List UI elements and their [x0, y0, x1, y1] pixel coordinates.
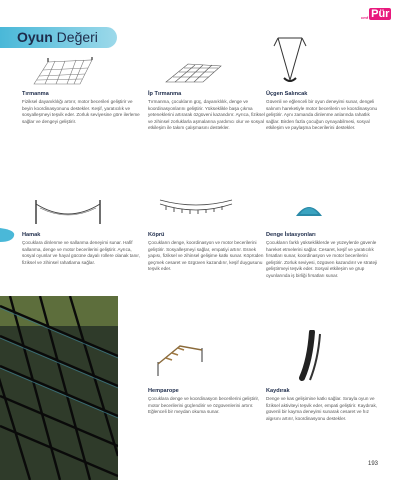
card-text: Denge ve kas gelişimine katkı sağlar. Sırayla oyun ve fiziksel aktiviteyi teşvik eder, empati geliştirir. Kaydırak, güvenli bir kayma deneyimi sunarak cesaret ve hız algısını artırır, koordinasyonu destekler.	[266, 396, 378, 421]
logo-big-text: Pür	[371, 8, 390, 20]
rope-net-photo	[0, 296, 118, 480]
card-bridge	[148, 232, 266, 273]
slide-illustration	[298, 330, 330, 382]
card-text: Güvenli ve eğlenceli bir oyun deneyimi sunar, dengeli salınım hareketiyle motor becerilerin ve koordinasyonu geliştirir. Aynı zamanda dinlenme anlarında rahatlık sağlar. Birden fazla çocuğun oynayabilmesi, sosyal etkileşim ve paylaşma becerilerini destekler.	[266, 99, 378, 131]
card-rope-climbing	[148, 91, 266, 132]
page-title	[17, 29, 98, 45]
brand-logo	[361, 8, 391, 20]
card-text: Çocuklara dinlenme ve sallanma deneyimi sunar. Hafif sallanma, denge ve motor becerilerini geliştirir. Ayrıca, sosyal oyunlar ve hayal gücüne dayalı rollere olanak tanır, fiziksel ve zihinsel rahatlama sağlar.	[22, 240, 140, 265]
rope-climbing-illustration	[163, 62, 225, 84]
card-text: Fiziksel dayanıklılığı artırır, motor becerileri geliştirir ve beyin koordinasyonunu destekler. Keşif, yaratıcılık ve sosyalleşmeyi teşvik eder. Zorluk seviyesine göre ilerleme sağlar ve dengeyi geliştirir.	[22, 99, 140, 124]
card-title: Tırmanma	[22, 91, 49, 97]
card-slide	[266, 388, 384, 422]
page-number: 193	[368, 461, 379, 467]
climbing-net-illustration	[30, 56, 96, 86]
card-title: Hemparope	[148, 388, 179, 394]
card-title: İp Tırmanma	[148, 91, 182, 97]
card-hammock	[22, 232, 140, 266]
card-title: Hamak	[22, 232, 41, 238]
hemparope-illustration	[152, 340, 208, 380]
triangle-swing-illustration	[270, 36, 310, 86]
page-title-rest: Değeri	[52, 29, 98, 45]
hammock-illustration	[32, 196, 104, 226]
card-triangle-swing	[266, 91, 384, 132]
page-title-bold: Oyun	[17, 29, 53, 45]
card-climbing	[22, 91, 140, 125]
bridge-illustration	[158, 196, 234, 218]
card-text: Çocukların denge, koordinasyon ve motor becerilerini geliştirir. Sosyalleşmeyi sağlar, empatiyi artırır. Esnek yapısı, fiziksel ve zihinsel gelişime katkı sunar. Köprüden geçmek cesaret ve özgüven kazandırır, keşif duygusunu teşvik eder.	[148, 240, 264, 272]
card-hemparope	[148, 388, 266, 416]
card-title: Üçgen Salıncak	[266, 91, 308, 97]
card-text: Tırmanma, çocukların güç, dayanıklılık, denge ve koordinasyonlarını geliştirir. Yükseklikle başa çıkma yeteneklerini artırarak özgüveni kazandırır. Ayrıca, fiziksel ve zihinsel zorluklarla aşmalarına yardımcı olur ve sosyal etkileşim ile takım çalışmasını destekler.	[148, 99, 265, 131]
card-balance-stations	[266, 232, 384, 279]
balance-dome-illustration	[294, 198, 324, 218]
decorative-blue-shape	[0, 226, 16, 244]
card-text: Çocukların farklı yüksekliklerde ve yüzeylerde güvenle hareket etmelerini sağlar. Cesaret, keşif ve yaratıcılık fırsatları sunar, koordinasyon ve motor becerilerini geliştirir. Zorluk seviyesi, özgüven kazandırır ve strateji geliştirmeyi teşvik eder. Sosyal etkileşim ve grup oyunlarında iş birliği fırsatları sunar.	[266, 240, 378, 278]
logo-small-text: cmf	[361, 15, 369, 21]
card-title: Denge İstasyonları	[266, 232, 316, 238]
card-text: Çocuklara denge ve koordinasyon becerilerini geliştirir, motor becerilerini güçlendirir ve özgüvenlerini artırır. Eğlenceli bir meydan okuma sunar.	[148, 396, 260, 415]
card-title: Köprü	[148, 232, 165, 238]
card-title: Kaydırak	[266, 388, 290, 394]
